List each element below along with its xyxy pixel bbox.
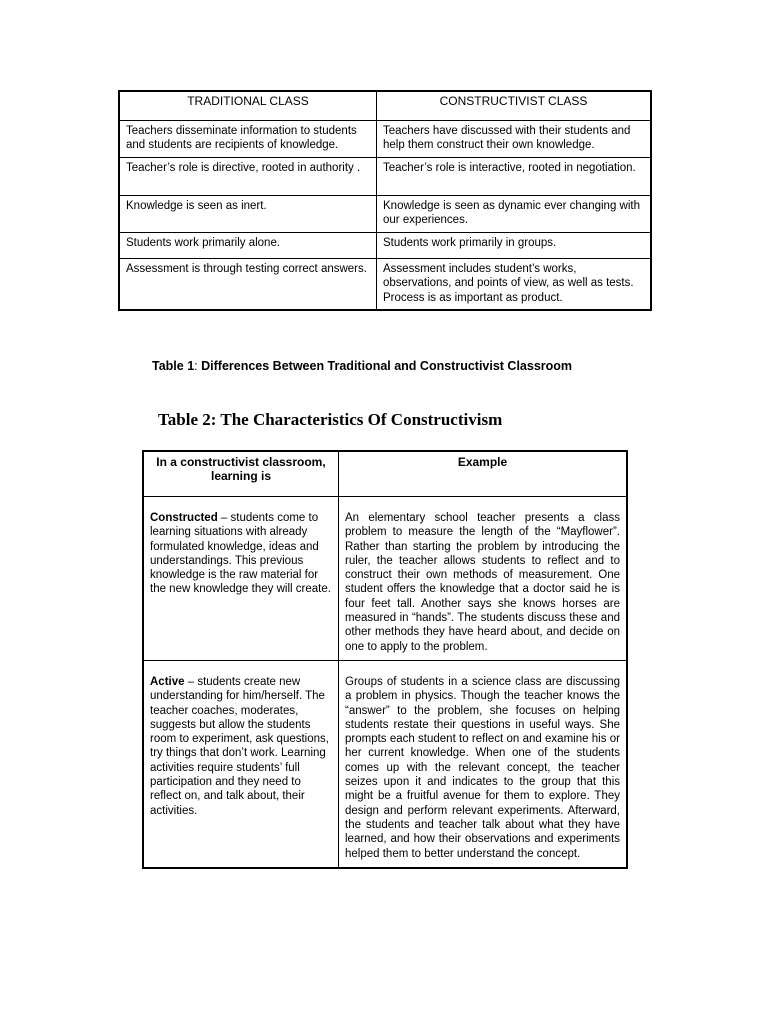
caption-colon: :	[194, 359, 198, 373]
table-row	[143, 660, 627, 868]
table-cell: Assessment includes student’s works, observations, and points of view, as well as tests. Process is as important as product.	[377, 259, 652, 310]
table-header-row	[143, 451, 627, 497]
term-label: Constructed	[150, 512, 218, 524]
column-header-constructivist: CONSTRUCTIVIST CLASS	[377, 91, 652, 121]
table-row	[119, 196, 651, 233]
table-row	[119, 259, 651, 310]
table-row	[119, 158, 651, 196]
example-cell: An elementary school teacher presents a class problem to measure the length of the “Mayflower”. Rather than starting the problem by introducing the ruler, the teacher allows students to reflect and to construct their own methods of measurement. One student offers the knowledge that a doctor said he is four feet tall. Another says she knows horses are measured in “hands”. The students discuss these and other methods they have heard about, and decide on one to apply to the problem.	[339, 497, 628, 661]
caption-label: Table 1	[152, 359, 195, 373]
table-row	[119, 233, 651, 259]
table-cell: Teachers have discussed with their students and help them construct their own knowledge.	[377, 121, 652, 158]
table-cell: Knowledge is seen as dynamic ever changing with our experiences.	[377, 196, 652, 233]
table-row	[119, 121, 651, 158]
term-description: – students create new understanding for him/herself. The teacher coaches, moderates, suggests but allow the students room to experiment, ask questions, try things that don’t work. Learning activities require students’ full participation and they need to reflect on, and talk about, their activities.	[150, 675, 329, 817]
example-cell: Groups of students in a science class are discussing a problem in physics. Though the teacher knows the “answer” to the problem, she focuses on helping students restate their questions in useful ways. She prompts each student to reflect on and examine his or her current knowledge. When one of the students comes up with the relevant concept, the teacher seizes upon it and indicates to the group that this might be a fruitful avenue for them to explore. They design and perform relevant experiments. Afterward, the students and teacher talk about what they have learned, and how their observations and experiments helped them to better understand the concept.	[339, 660, 628, 868]
comparison-table	[118, 90, 652, 311]
term-description: – students come to learning situations with already formulated knowledge, ideas and understandings. This previous knowledge is the raw material for the new knowledge they will create.	[150, 512, 331, 596]
table-cell: Knowledge is seen as inert.	[119, 196, 377, 233]
table-cell: Students work primarily in groups.	[377, 233, 652, 259]
characteristics-table	[142, 450, 628, 869]
table-cell	[143, 660, 339, 868]
column-header-traditional: TRADITIONAL CLASS	[119, 91, 377, 121]
table-cell: Teachers disseminate information to students and students are recipients of knowledge.	[119, 121, 377, 158]
table-cell: Assessment is through testing correct answers.	[119, 259, 377, 310]
caption-text: Differences Between Traditional and Constructivist Classroom	[197, 359, 573, 373]
term-label: Active	[150, 675, 185, 688]
table-2-title: Table 2: The Characteristics Of Constructivism	[158, 410, 503, 429]
table-cell: Students work primarily alone.	[119, 233, 377, 259]
table-cell: Teacher’s role is interactive, rooted in negotiation.	[377, 158, 652, 196]
table-row	[143, 497, 627, 661]
table-header-row	[119, 91, 651, 121]
column-header-learning: In a constructivist classroom, learning is	[143, 451, 339, 497]
table-1-caption	[152, 359, 572, 373]
table-cell: Teacher’s role is directive, rooted in authority .	[119, 158, 377, 196]
column-header-example: Example	[339, 451, 628, 497]
table-cell	[143, 497, 339, 661]
